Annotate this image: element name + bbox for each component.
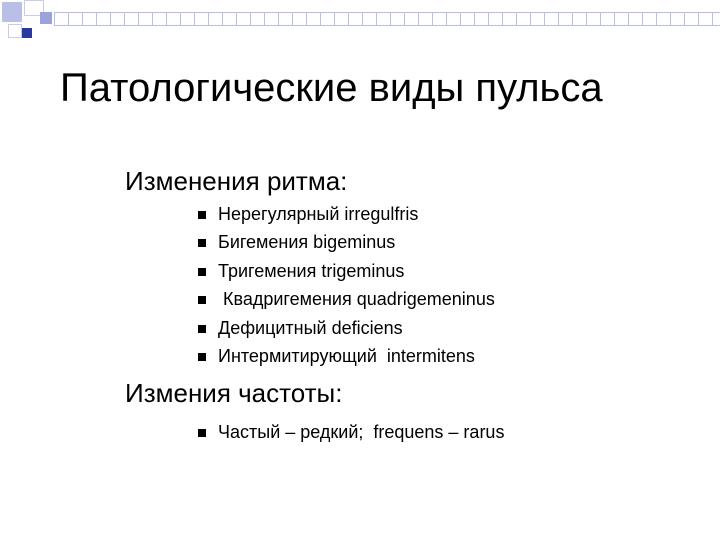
list-item-text: Квадригемения quadrigemeninus <box>218 289 495 310</box>
decor-square <box>2 2 22 22</box>
list-item-text: Интермитирующий intermitens <box>218 345 475 366</box>
decor-grid-band <box>54 12 720 26</box>
square-bullet-icon <box>198 429 206 437</box>
list-item <box>198 420 504 448</box>
list-item-text: Бигемения bigeminus <box>218 232 396 253</box>
section-heading-rhythm: Изменения ритма: <box>125 166 348 196</box>
list-item-text: Тригемения trigeminus <box>218 260 405 281</box>
rhythm-list <box>198 202 495 372</box>
square-bullet-icon <box>198 325 206 333</box>
square-bullet-icon <box>198 211 206 219</box>
list-item-text: Дефицитный deficiens <box>218 317 403 338</box>
list-item <box>198 202 495 230</box>
section-heading-frequency: Измения частоты: <box>125 378 343 408</box>
list-item <box>198 287 495 315</box>
list-item <box>198 230 495 258</box>
list-item-text: Частый – редкий; frequens – rarus <box>218 422 505 442</box>
list-item <box>198 344 495 372</box>
list-item <box>198 259 495 287</box>
decor-square <box>40 12 52 24</box>
decor-square <box>8 24 22 38</box>
square-bullet-icon <box>198 268 206 276</box>
square-bullet-icon <box>198 239 206 247</box>
square-bullet-icon <box>198 296 206 304</box>
decor-square <box>22 28 32 38</box>
frequency-list <box>198 420 504 448</box>
slide-title: Патологические виды пульса <box>60 66 603 110</box>
square-bullet-icon <box>198 353 206 361</box>
list-item <box>198 316 495 344</box>
list-item-text: Нерегулярный irregulfris <box>218 204 419 224</box>
